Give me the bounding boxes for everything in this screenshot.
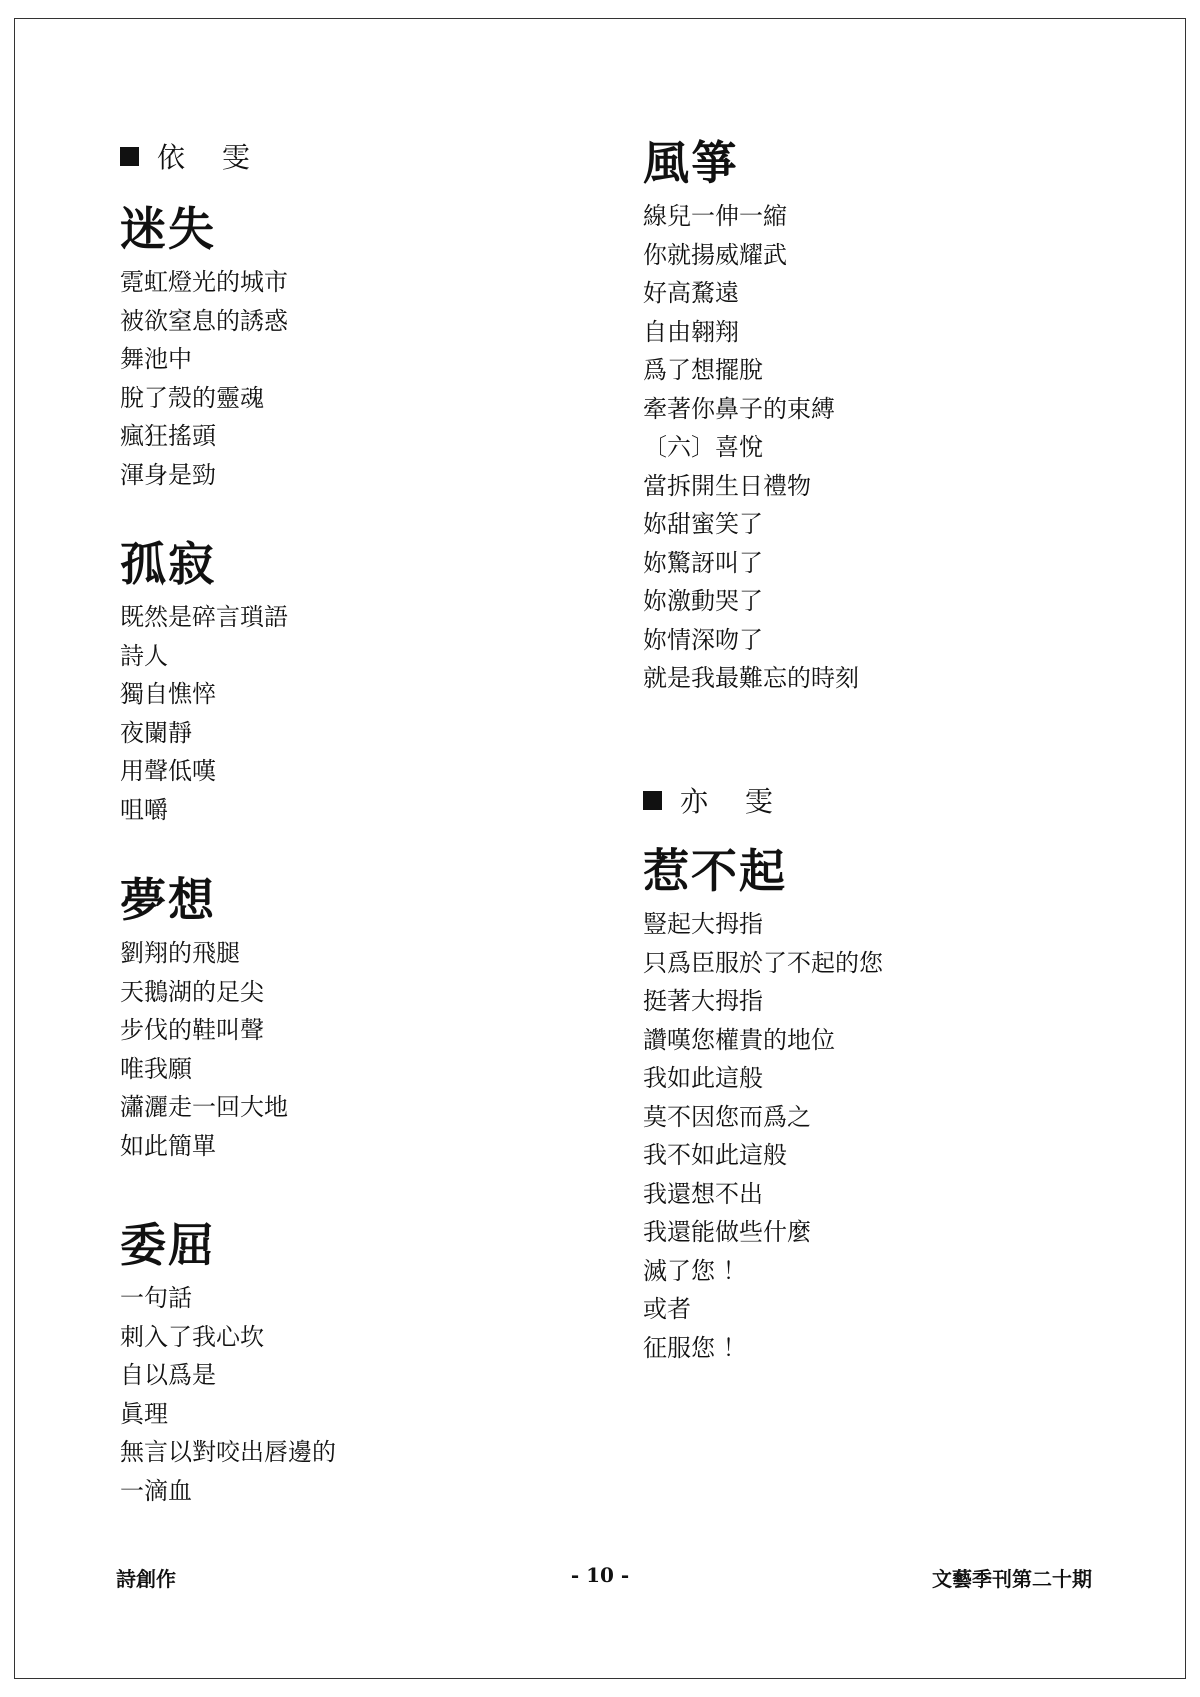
poem-line: 我不如此這般 <box>643 1141 787 1169</box>
poem-line: 妳激動哭了 <box>643 587 763 615</box>
poem-line: 征服您 ！ <box>643 1333 747 1362</box>
poem-line: 一滴血 <box>120 1476 192 1505</box>
poem-title: 夢想 <box>120 873 216 927</box>
poem-title: 惹不起 <box>643 844 787 898</box>
poem-line: 線兒一伸一縮 <box>643 202 787 230</box>
poem-line: 當拆開生日禮物 <box>643 471 811 500</box>
square-bullet-icon <box>643 791 662 810</box>
author-heading <box>120 136 264 176</box>
poem-line: 妳甜蜜笑了 <box>643 510 763 538</box>
poem-line: 自以爲是 <box>120 1361 216 1389</box>
poem-line: 如此簡單 <box>120 1131 216 1160</box>
poem-line: 一句話 <box>120 1284 192 1312</box>
poem-title: 迷失 <box>120 202 216 256</box>
poem-line: 天鵝湖的足尖 <box>120 977 264 1006</box>
poem-line: 莫不因您而爲之 <box>643 1102 811 1131</box>
poem-title: 風箏 <box>643 136 739 190</box>
poem <box>643 135 859 698</box>
poem-line: 妳驚訝叫了 <box>643 548 763 577</box>
poem-line: 妳情深吻了 <box>643 625 763 654</box>
poem <box>643 843 883 1367</box>
poem-line: 無言以對咬出唇邊的 <box>120 1438 336 1466</box>
poem-line: 我還想不出 <box>643 1179 763 1208</box>
poem-line: 挺著大拇指 <box>643 987 763 1015</box>
poem-line: 劉翔的飛腿 <box>120 939 240 967</box>
author-name: 亦 雯 <box>680 785 787 818</box>
poem-line: 既然是碎言瑣語 <box>120 603 288 631</box>
poem-line: 只爲臣服於了不起的您 <box>643 948 883 977</box>
poem-line: 詩人 <box>120 641 168 670</box>
poem-line: 讚嘆您權貴的地位 <box>643 1025 835 1054</box>
poem-line: 就是我最難忘的時刻 <box>643 664 859 692</box>
poem-line: 或者 <box>643 1295 691 1323</box>
poem-lines <box>120 934 288 1165</box>
poem-lines <box>120 1279 336 1510</box>
poem-line: 舞池中 <box>120 345 192 373</box>
poem-line: 好高騖遠 <box>643 279 739 307</box>
poem-line: 獨自憔悴 <box>120 680 216 708</box>
poem-line: 自由翱翔 <box>643 317 739 346</box>
poem-line: 唯我願 <box>120 1054 192 1083</box>
poem-line: 渾身是勁 <box>120 460 216 489</box>
author-heading <box>643 780 787 820</box>
poem-title: 孤寂 <box>120 537 216 591</box>
poem-line: 瀟灑走一回大地 <box>120 1093 288 1121</box>
square-bullet-icon <box>120 147 139 166</box>
poem-line: 霓虹燈光的城市 <box>120 268 288 296</box>
poem-lines <box>643 905 883 1367</box>
poem-line: 我如此這般 <box>643 1064 763 1092</box>
author-name: 依 雯 <box>157 141 264 174</box>
poem-line: 你就揚威耀武 <box>643 240 787 269</box>
footer-publication: 文藝季刊第二十期 <box>932 1567 1092 1591</box>
poem <box>120 872 288 1165</box>
poem-line: 滅了您 ！ <box>643 1256 747 1285</box>
poem-line: 我還能做些什麼 <box>643 1218 811 1246</box>
poem <box>120 536 288 829</box>
poem-line: 夜闌靜 <box>120 718 192 747</box>
footer-section-label: 詩創作 <box>116 1567 176 1591</box>
poem <box>120 1217 336 1510</box>
poem-line: 步伐的鞋叫聲 <box>120 1016 264 1044</box>
poem-line: 眞理 <box>120 1399 168 1428</box>
poem-line: 〔六〕喜悅 <box>643 433 763 461</box>
poem-title: 委屈 <box>120 1218 216 1272</box>
poem-line: 瘋狂搖頭 <box>120 422 216 450</box>
poem-line: 牽著你鼻子的束縛 <box>643 394 835 423</box>
poem-line: 豎起大拇指 <box>643 910 763 938</box>
poem <box>120 201 288 494</box>
page-number: - 10 - <box>570 1563 630 1587</box>
poem-line: 用聲低嘆 <box>120 757 216 785</box>
poem-line: 咀嚼 <box>120 795 168 824</box>
poem-lines <box>643 197 859 698</box>
poem-line: 脫了殼的靈魂 <box>120 383 264 412</box>
poem-line: 被欲窒息的誘惑 <box>120 306 288 335</box>
poem-lines <box>120 263 288 494</box>
poem-line: 爲了想擺脫 <box>643 356 763 384</box>
poem-lines <box>120 598 288 829</box>
poem-line: 刺入了我心坎 <box>120 1322 264 1351</box>
